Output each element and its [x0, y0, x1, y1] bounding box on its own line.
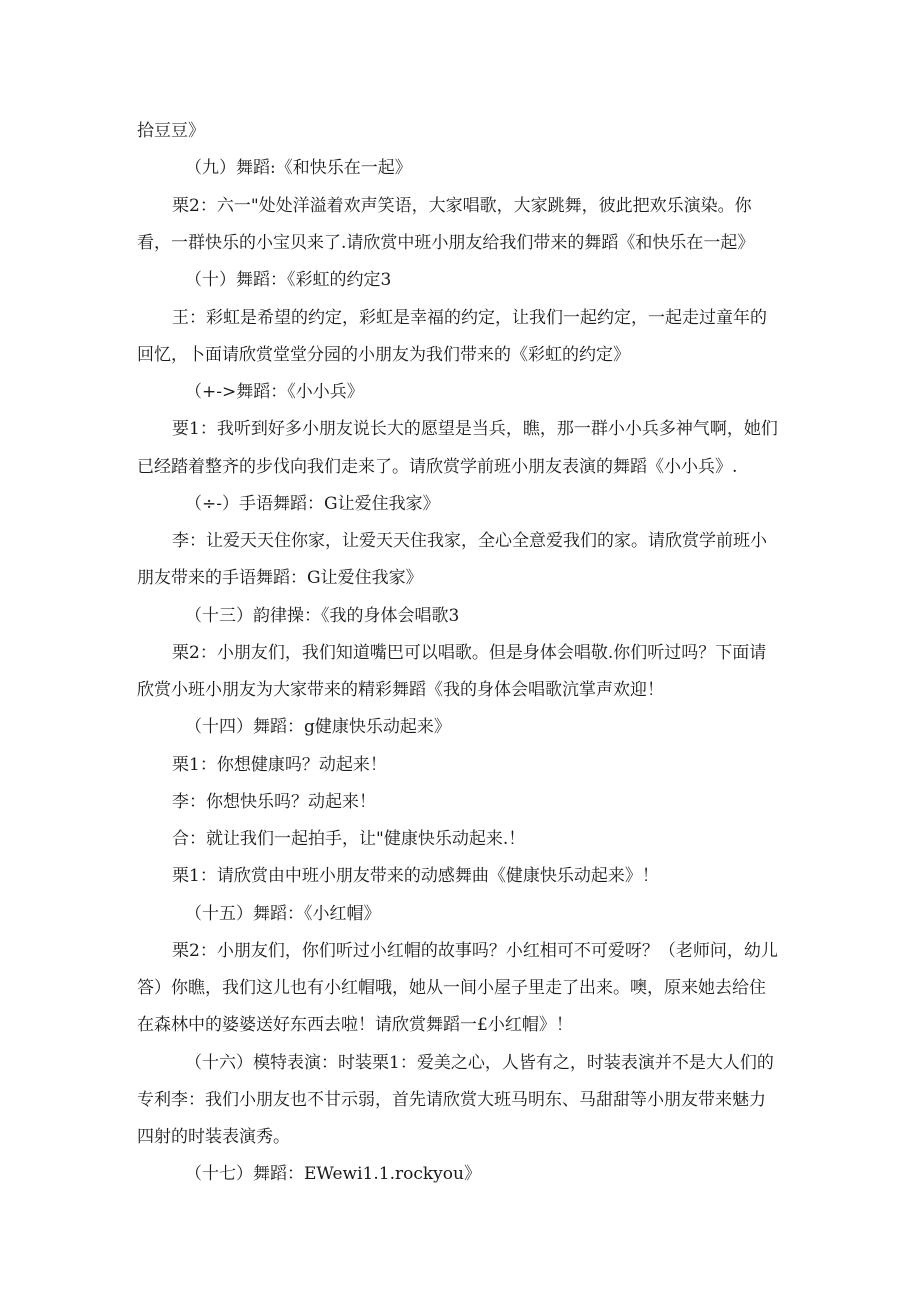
text-line: 栗2：六一"处处洋溢着欢声笑语，大家唱歌，大家跳舞，彼此把欢乐演染。你	[172, 196, 752, 216]
text-line: 要1：我听到好多小朋友说长大的愿望是当兵，瞧，那一群小小兵多神气啊，她们	[172, 419, 778, 439]
section-heading: （九）舞蹈:《和快乐在一起》	[185, 158, 412, 178]
text-line: 栗2：小朋友们，你们听过小红帽的故事吗？小红相可不可爱呀？（老师问，幼儿	[172, 941, 778, 961]
section-heading: （+->舞蹈：《小小兵》	[185, 382, 364, 402]
section-heading: （十三）韵律操：《我的身体会唱歌3	[185, 606, 460, 626]
text-line: 回忆，卜面请欣赏堂堂分园的小朋友为我们带来的《彩虹的约定》	[137, 345, 630, 365]
text-line: 在森林中的婆婆送好东西去啦！请欣赏舞蹈一£小红帽》！	[137, 1015, 573, 1035]
text-line: 四射的时装表演秀。	[137, 1127, 290, 1147]
text-line: 已经踏着整齐的步伐向我们走来了。请欣赏学前班小朋友表演的舞蹈《小小兵》.	[137, 457, 738, 477]
section-heading: （十六）模特表演：时装栗1：爱美之心，人皆有之，时装表演并不是大人们的	[185, 1053, 774, 1073]
text-line: 栗1：请欣赏由中班小朋友带来的动感舞曲《健康快乐动起来》！	[172, 866, 659, 886]
text-line: 李：让爱天天住你家，让爱天天住我家，全心全意爱我们的家。请欣赏学前班小	[172, 531, 767, 551]
text-line: 栗2：小朋友们，我们知道嘴巴可以唱歌。但是身体会唱敬.你们听过吗？下面请	[172, 643, 767, 663]
text-line: 答）你瞧，我们这儿也有小红帽哦，她从一间小屋子里走了出来。噢，原来她去给住	[137, 978, 766, 998]
section-heading: （十）舞蹈：《彩虹的约定3	[185, 270, 392, 290]
text-line: 栗1：你想健康吗？动起来！	[172, 755, 387, 775]
section-heading: （十四）舞蹈：g健康快乐动起来》	[185, 717, 451, 737]
text-line: 看，一群快乐的小宝贝来了.请欣赏中班小朋友给我们带来的舞蹈《和快乐在一起》	[137, 233, 755, 253]
section-heading: （十七）舞蹈：EWewi1.1.rockyou》	[185, 1164, 481, 1184]
text-line: 欣赏小班小朋友为大家带来的精彩舞蹈《我的身体会唱歌沆掌声欢迎！	[137, 680, 664, 700]
text-line: 合：就让我们一起拍手，让"健康快乐动起来.！	[172, 829, 526, 849]
text-line: 朋友带来的手语舞蹈：G让爱住我家》	[137, 568, 423, 588]
text-line: 李：你想快乐吗？动起来！	[172, 792, 376, 812]
section-heading: （十五）舞蹈：《小红帽》	[185, 904, 381, 924]
text-line: 拾豆豆》	[137, 121, 205, 141]
text-line: 王：彩虹是希望的约定，彩虹是幸福的约定，让我们一起约定，一起走过童年的	[172, 308, 767, 328]
section-heading: （÷-）手语舞蹈：G让爱住我家》	[185, 494, 440, 514]
text-line: 专利李：我们小朋友也不甘示弱，首先请欣赏大班马明东、马甜甜等小朋友带来魅力	[137, 1090, 766, 1110]
